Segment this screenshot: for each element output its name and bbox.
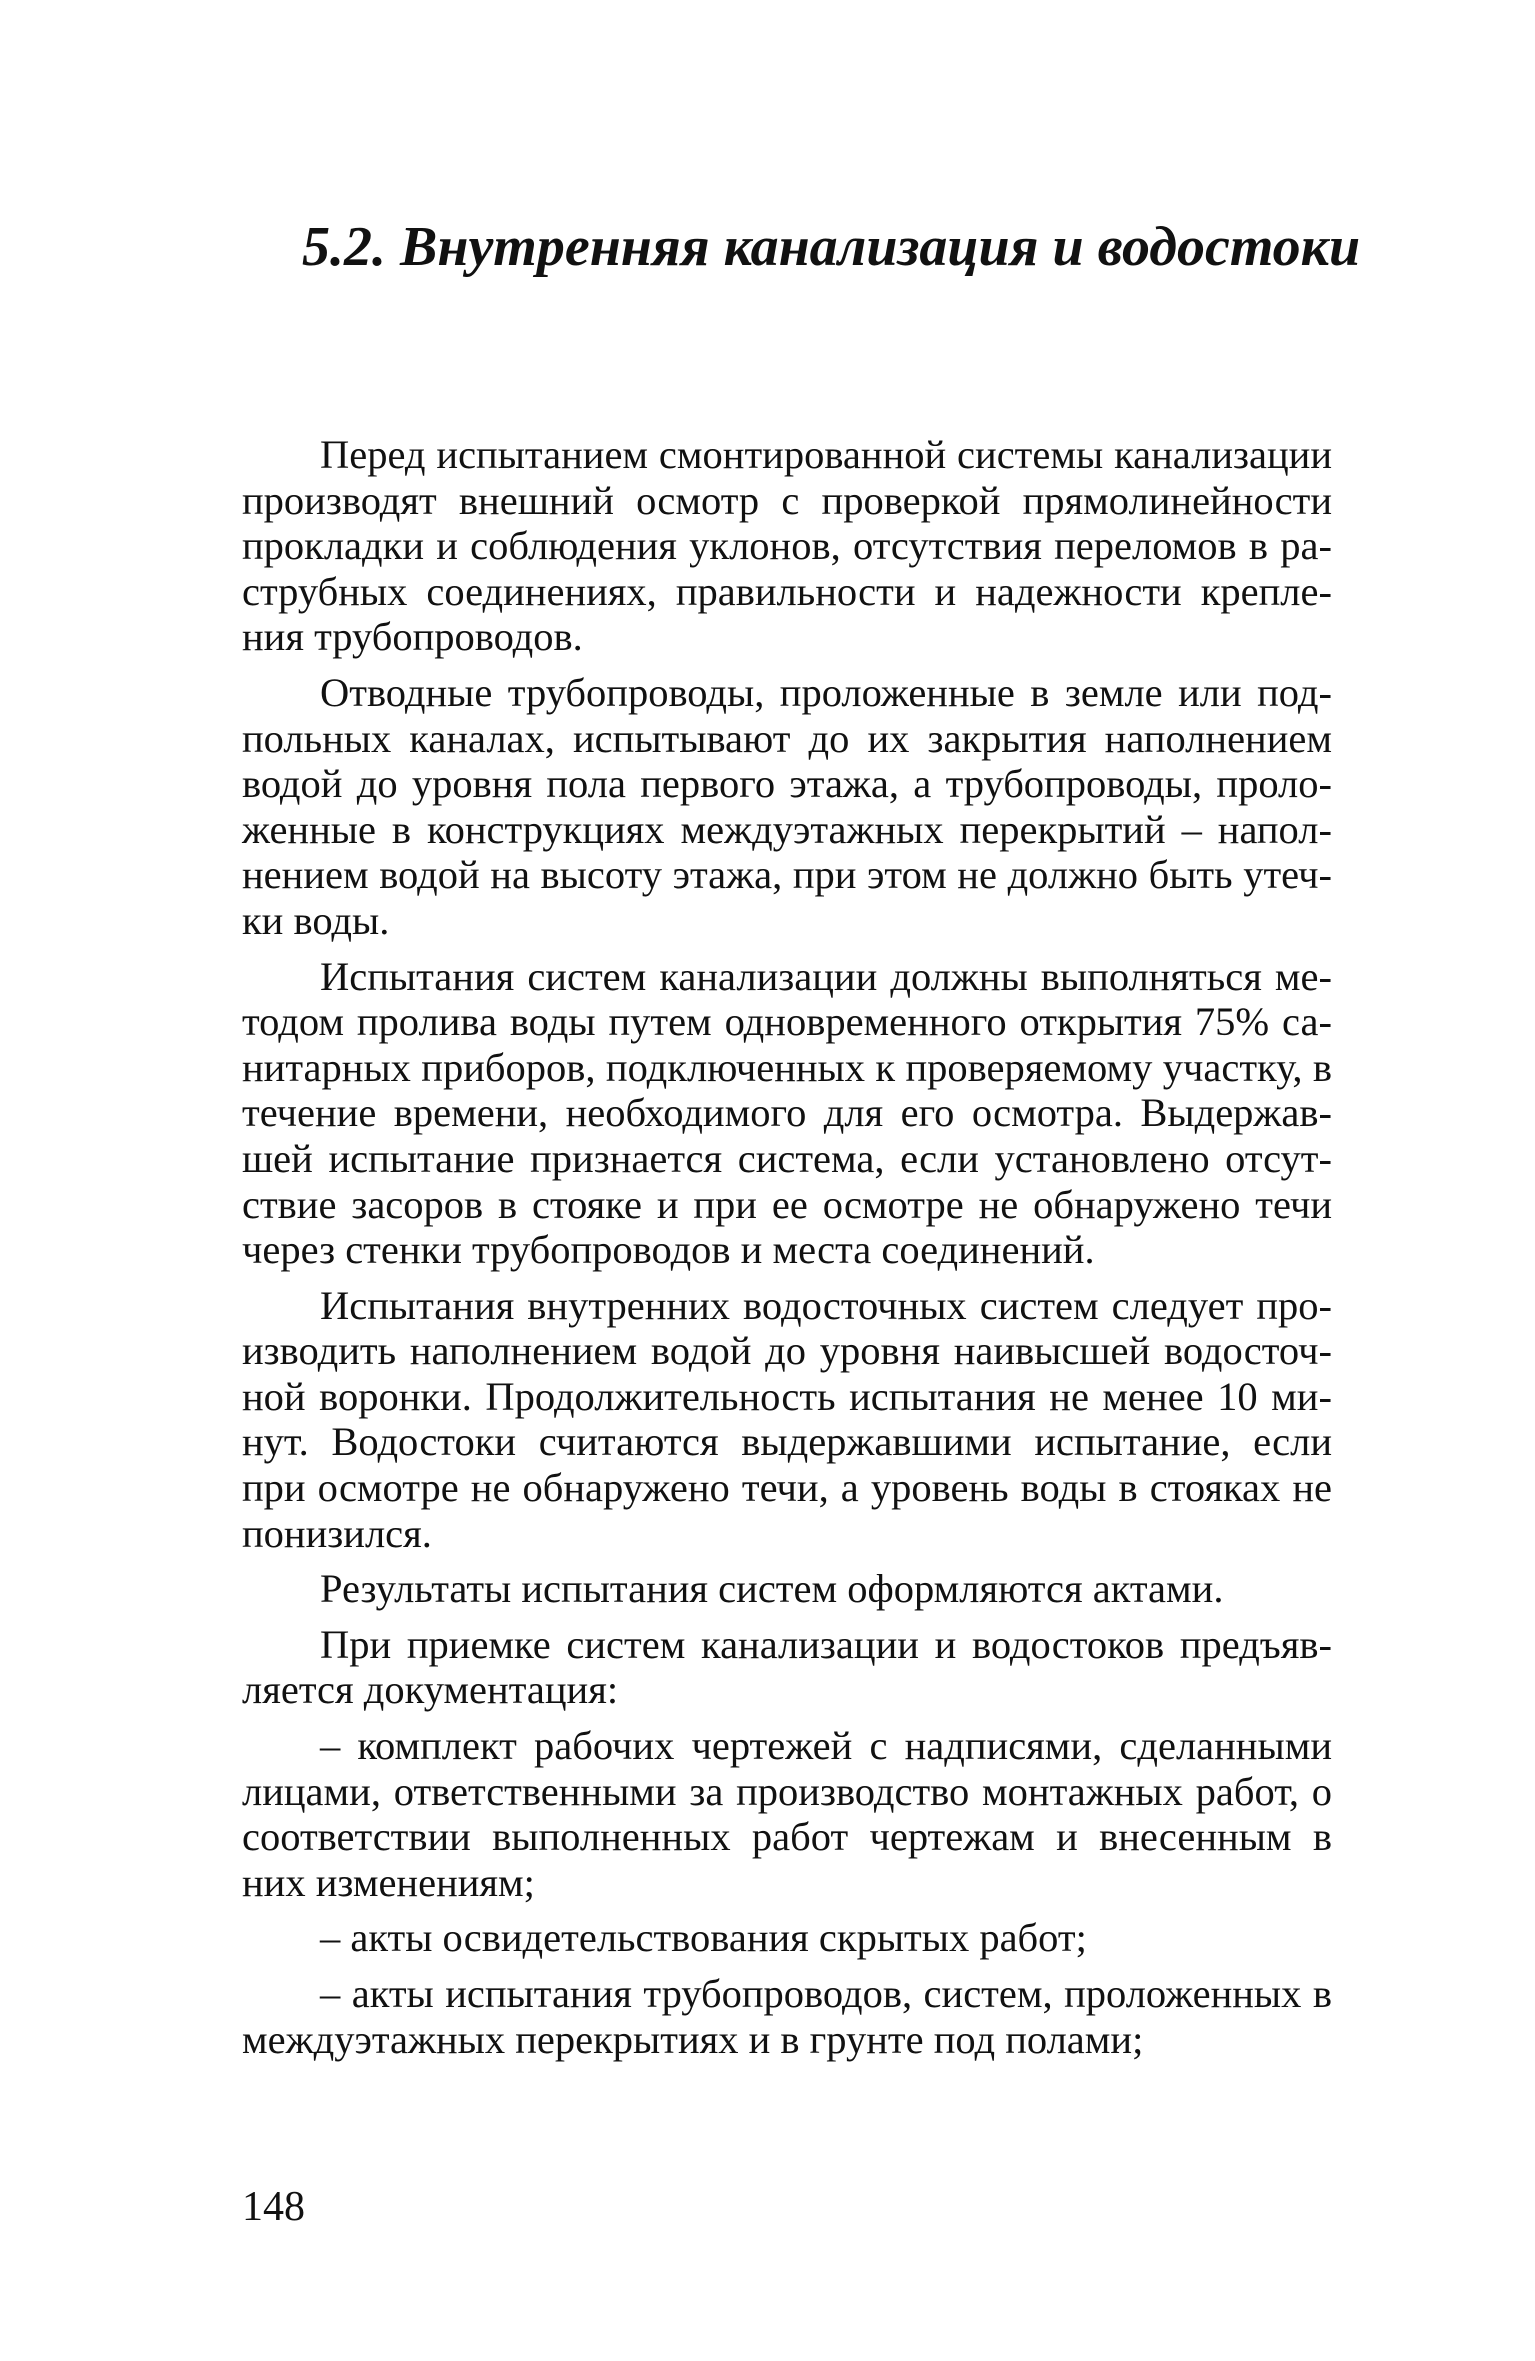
section-heading: 5.2. Внутренняя канализация и водостоки [302, 216, 1361, 278]
list-item: – комплект рабочих чертежей с надписями, сделанными лицами, ответственными за производство монтажных работ, о соответствии выполненных работ чертежам и внесенным в них изменениям; [242, 1723, 1332, 1905]
list-item: – акты освидетельствования скрытых работ; [320, 1915, 1087, 1961]
paragraph: При приемке систем канализации и водостоков предъявляется документация: [242, 1621, 1332, 1713]
paragraph: Результаты испытания систем оформляются актами. [320, 1566, 1224, 1612]
page-number: 148 [242, 2184, 305, 2230]
paragraph: Перед испытанием смонтированной системы канализации производят внешний осмотр с проверкой прямолинейности прокладки и соблюдения уклонов, отсутствия переломов в раструбных соединениях, правильности и надежности крепления трубопроводов. [242, 432, 1332, 660]
body-text [242, 432, 1332, 2072]
paragraph: Испытания систем канализации должны выполняться методом пролива воды путем одновременного открытия 75% санитарных приборов, подключенных к проверяемому участку, в течение времени, необходимого для его осмотра. Выдержавшей испытание признается система, если установлено отсутствие засоров в стояке и при ее осмотре не обнаружено течи через стенки трубопроводов и места соединений. [242, 953, 1332, 1273]
list-item: – акты испытания трубопроводов, систем, проложенных в междуэтажных перекрытиях и в грунте под полами; [242, 1971, 1332, 2062]
paragraph: Отводные трубопроводы, проложенные в земле или подпольных каналах, испытывают до их закрытия наполнением водой до уровня пола первого этажа, а трубопроводы, проложенные в конструкциях междуэтажных перекрытий – наполнением водой на высоту этажа, при этом не должно быть утечки воды. [242, 669, 1332, 943]
book-page [242, 0, 1361, 2361]
paragraph: Испытания внутренних водосточных систем следует производить наполнением водой до уровня наивысшей водосточной воронки. Продолжительность испытания не менее 10 минут. Водостоки считаются выдержавшими испытание, если при осмотре не обнаружено течи, а уровень воды в стояках не понизился. [242, 1282, 1332, 1556]
